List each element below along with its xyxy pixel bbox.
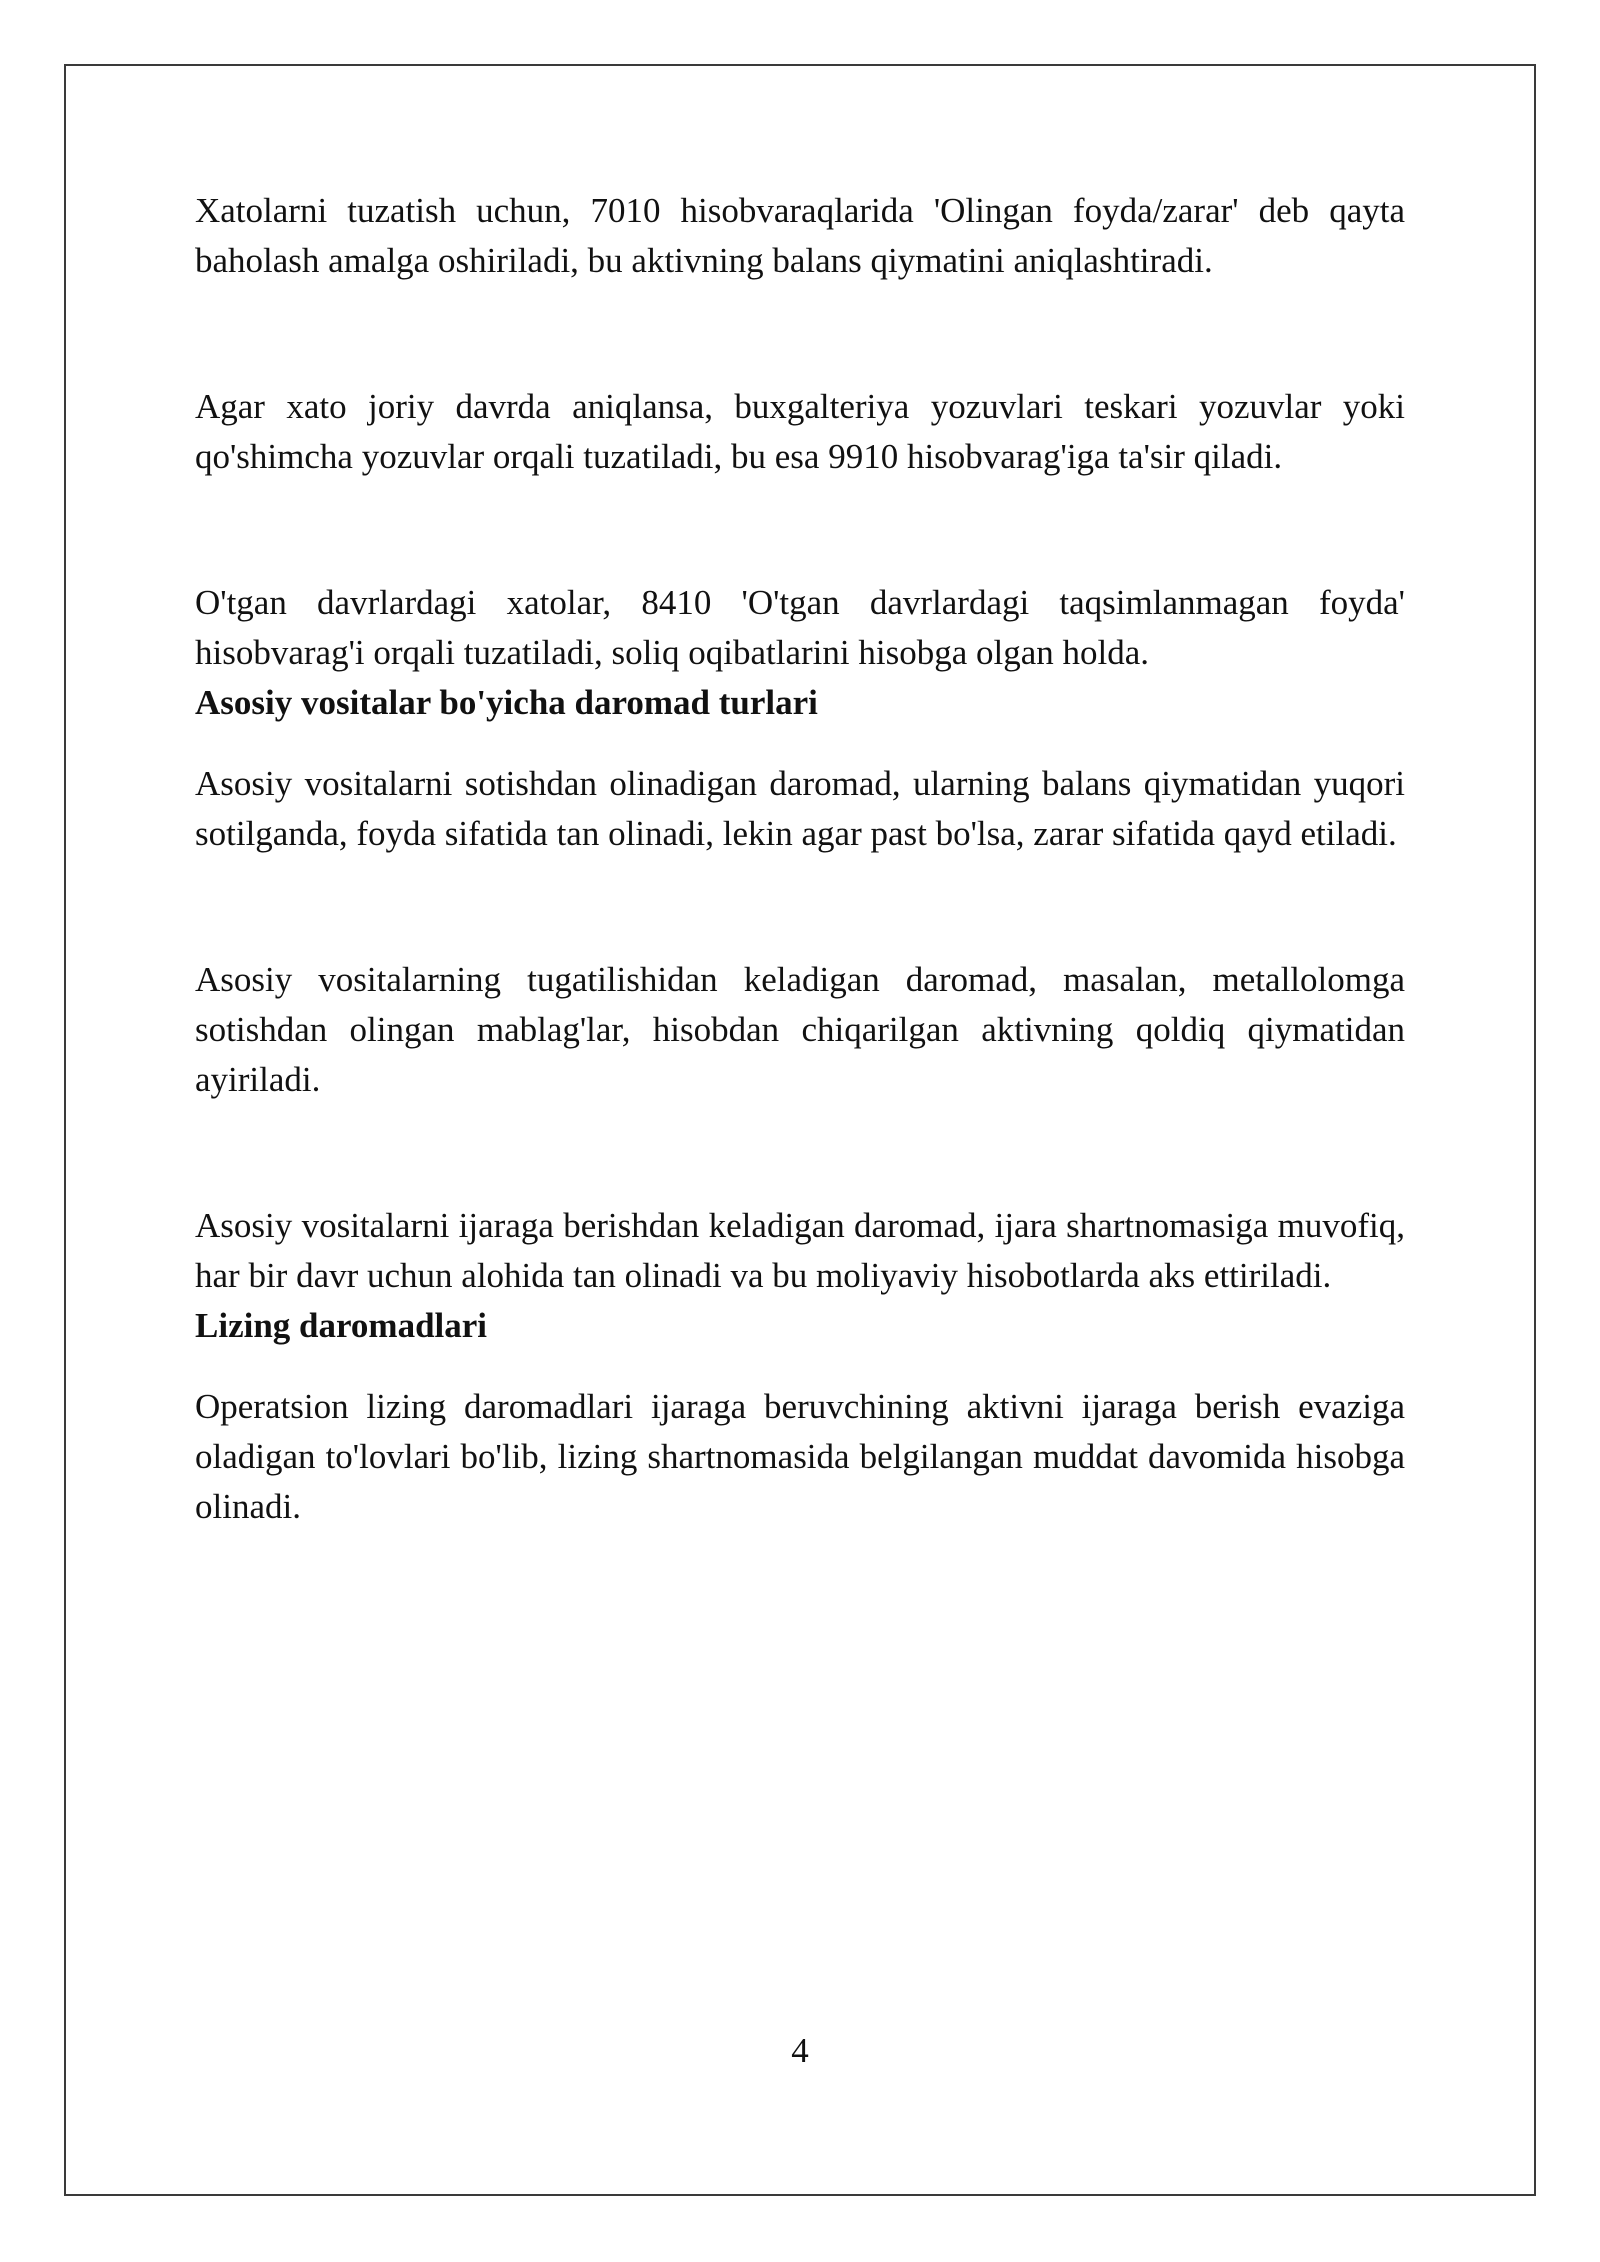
paragraph-operating-leasing: Operatsion lizing daromadlari ijaraga beruvchining aktivni ijaraga berish evaziga oladigan to'lovlari bo'lib, lizing shartnomasida belgilangan muddat davomida hisobga olinadi. (195, 1387, 1405, 1526)
paragraph-prior-period-errors: O'tgan davrlardagi xatolar, 8410 'O'tgan davrlardagi taqsimlanmagan foyda' hisobvarag'i orqali tuzatiladi, soliq oqibatlarini hisobga olgan holda. (195, 583, 1405, 672)
page-content (195, 186, 1405, 1532)
paragraph-error-correction-revaluation: Xatolarni tuzatish uchun, 7010 hisobvaraqlarida 'Olingan foyda/zarar' deb qayta baholash amalga oshiriladi, bu aktivning balans qiymatini aniqlashtiradi. (195, 191, 1405, 280)
paragraph-current-period-errors: Agar xato joriy davrda aniqlansa, buxgalteriya yozuvlari teskari yozuvlar yoki qo'shimcha yozuvlar orqali tuzatiladi, bu esa 9910 hisobvarag'iga ta'sir qiladi. (195, 387, 1405, 476)
section-heading-income-types: Asosiy vositalar bo'yicha daromad turlari (195, 683, 818, 722)
paragraph-rental-income: Asosiy vositalarni ijaraga berishdan keladigan daromad, ijara shartnomasiga muvofiq, har bir davr uchun alohida tan olinadi va bu moliyaviy hisobotlarda aks ettiriladi. (195, 1206, 1405, 1295)
section-heading-leasing: Lizing daromadlari (195, 1306, 488, 1345)
paragraph-sale-income: Asosiy vositalarni sotishdan olinadigan daromad, ularning balans qiymatidan yuqori sotilganda, foyda sifatida tan olinadi, lekin agar past bo'lsa, zarar sifatida qayd etiladi. (195, 764, 1405, 853)
page-number: 4 (791, 2031, 809, 2070)
paragraph-liquidation-income: Asosiy vositalarning tugatilishidan keladigan daromad, masalan, metallolomga sotishdan olingan mablag'lar, hisobdan chiqarilgan aktivning qoldiq qiymatidan ayiriladi. (195, 960, 1405, 1099)
